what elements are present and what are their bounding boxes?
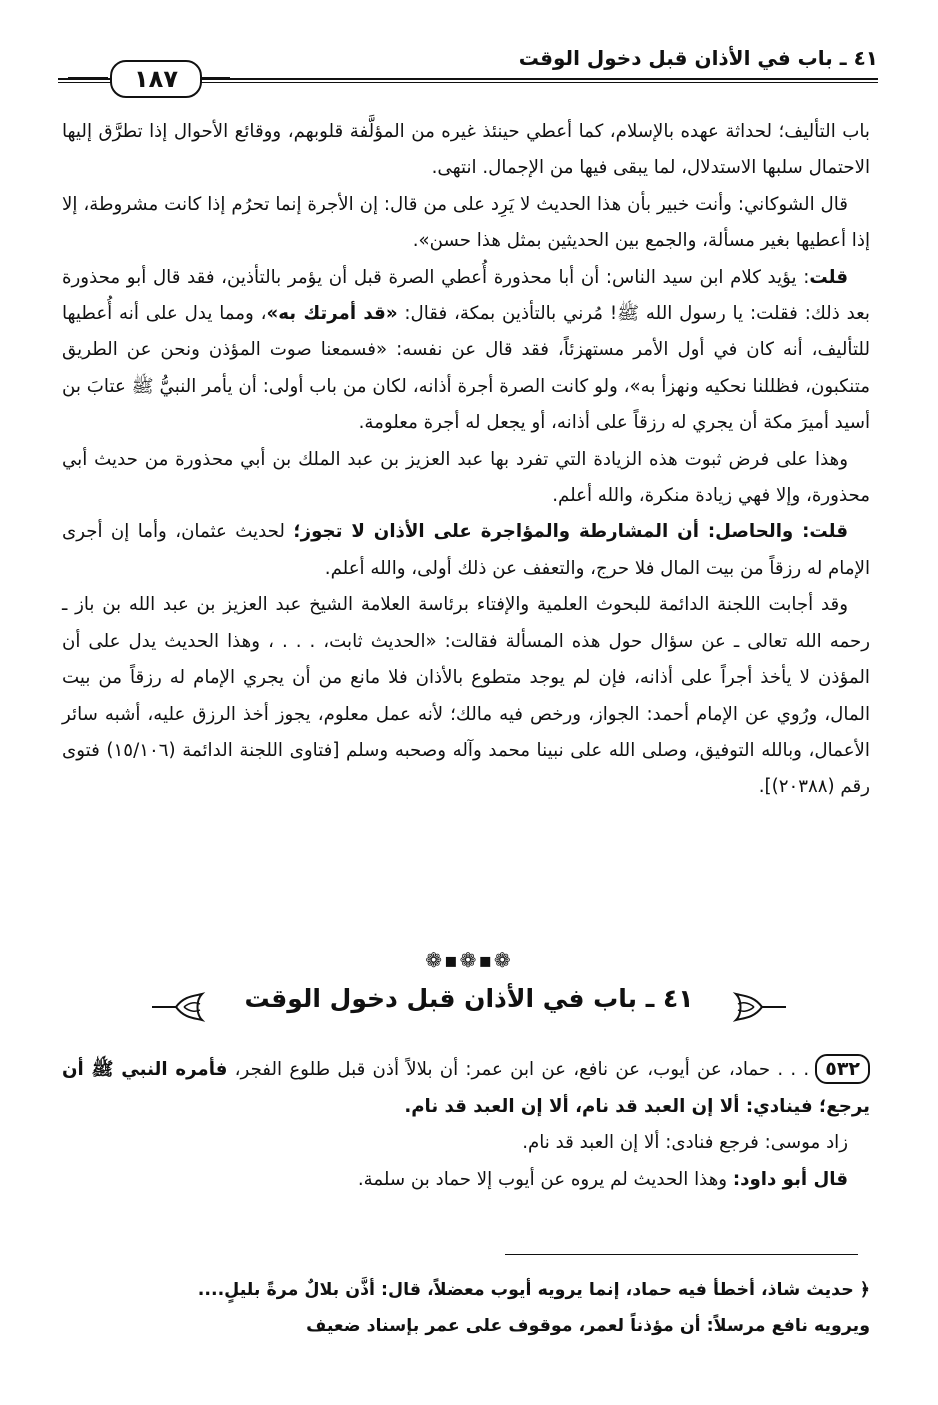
hadith-comment: وهذا الحديث لم يروه عن أيوب إلا حماد بن سلمة. xyxy=(357,1168,733,1190)
page-number: ١٨٧ xyxy=(110,60,202,98)
heading-ornament-right-icon xyxy=(726,992,788,1022)
paragraph xyxy=(62,260,870,442)
hadith-line: زاد موسى: فرجع فنادى: ألا إن العبد قد نام. xyxy=(522,1132,848,1153)
chapter-title: ٤١ ـ باب في الأذان قبل دخول الوقت xyxy=(244,984,694,1013)
header-chapter-title: ٤١ ـ باب في الأذان قبل دخول الوقت xyxy=(518,46,878,70)
heading-ornament-left-icon xyxy=(150,992,212,1022)
bold-quote: «قد أمرتك به» xyxy=(266,303,398,325)
footnote-line: ويرويه نافع مرسلاً: أن مؤذناً لعمر، موقوف على عمر بإسناد ضعيف xyxy=(306,1316,870,1336)
paragraph: قال الشوكاني: وأنت خبير بأن هذا الحديث لا يَرِد على من قال: إن الأجرة إنما تحرُم إذا كانت مشروطة، إلا إذا أعطيها بغير مسألة، والجمع بين الحديثين بمثل هذا حسن». xyxy=(62,193,870,252)
qultu-lead: قلت xyxy=(809,266,848,288)
footnote-line: ﴿ حديث شاذ، أخطأ فيه حماد، إنما يرويه أيوب معضلاً، قال: أذَّن بلالٌ مرةً بليلٍ.... xyxy=(197,1280,870,1300)
paragraph: وهذا على فرض ثبوت هذه الزيادة التي تفرد بها عبد العزيز بن عبد الملك بن أبي محذورة من حديث أبي محذورة، وإلا فهي زيادة منكرة، والله أعلم. xyxy=(62,448,870,507)
footnotes xyxy=(62,1272,870,1344)
chapter-heading xyxy=(150,978,788,1034)
hadith-line xyxy=(62,1162,870,1199)
conclusion-lead: قلت: والحاصل: أن المشارطة والمؤاجرة على الأذان لا تجوز؛ xyxy=(293,521,849,543)
footnote-separator xyxy=(505,1254,858,1255)
paragraph-text: ، ومما يدل على أنه أُعطيها للتأليف، أنه كان في أول الأمر مستهزئاً، فقد قال عن نفسه: «فسمعنا صوت المؤذن ونحن عن الطريق متنكبون، فظللنا نحكيه ونهزأ به»، ولو كانت الصرة أجرة أذانه، لكان من باب أولى: أن يأمر النبيُّ ﷺ عتابَ بن أسيد أميرَ مكة أن يجري له رزقاً على أذانه، أو يجعل له أجرة معلومة. xyxy=(62,303,870,434)
hadith-line xyxy=(62,1052,870,1125)
page-number-line-left xyxy=(68,77,108,79)
paragraph: باب التأليف؛ لحداثة عهده بالإسلام، كما أعطي حينئذ غيره من المؤلَّفة قلوبهم، ووقائع الأحوال إذا تطرَّق إليها الاحتمال سلبها الاستدلال، لما يبقى فيها من الإجمال. انتهى. xyxy=(62,121,870,179)
paragraph: وقد أجابت اللجنة الدائمة للبحوث العلمية والإفتاء برئاسة العلامة الشيخ عبد العزيز بن عبد الله بن باز ـ رحمه الله تعالى ـ عن سؤال حول هذه المسألة فقالت: «الحديث ثابت، . . . ، وهذا الحديث يدل على أن المؤذن لا يأخذ أجراً على أذانه، فإن لم يوجد متطوع بالأذان فلا مانع من أن يجري الإمام له رزقاً من بيت المال، ورُوي عن الإمام أحمد: الجواز، ورخص فيه مالك؛ لأنه عمل معلوم، يجوز أخذ الرزق عليه، أشبه سائر الأعمال، وبالله التوفيق، وصلى الله على نبينا محمد وآله وصحبه وسلم [فتاوى اللجنة الدائمة (١٥/١٠٦) فتوى رقم (٢٠٣٨٨)]. xyxy=(62,594,870,798)
body-text xyxy=(62,114,870,806)
hadith-chain: . . . حماد، عن أيوب، عن نافع، عن ابن عمر: أن بلالاً أذن قبل طلوع الفجر، xyxy=(227,1059,810,1080)
hadith-text xyxy=(62,1052,870,1198)
page-number-line-right xyxy=(200,77,230,79)
paragraph xyxy=(62,514,870,587)
section-ornament: ❁▪❁▪❁ xyxy=(425,948,513,972)
abu-dawud-lead: قال أبو داود: xyxy=(732,1168,848,1190)
hadith-matn: فأمره النبي ﷺ أن يرجع؛ فينادي: ألا إن العبد قد نام، ألا إن العبد قد نام. xyxy=(62,1059,870,1117)
hadith-number: ٥٣٢ xyxy=(815,1054,870,1084)
running-header xyxy=(58,40,878,93)
paragraph-text: : يؤيد كلام ابن سيد الناس: أن أبا محذورة أُعطي الصرة قبل أن يؤمر بالتأذين، فقد قال أبو محذورة بعد ذلك: فقلت: يا رسول الله ﷺ! مُرني بالتأذين بمكة، فقال: xyxy=(62,266,870,325)
paragraph-text: لحديث عثمان، وأما إن أجرى الإمام له رزقاً من بيت المال فلا حرج، والتعفف عن ذلك أولى، والله أعلم. xyxy=(62,521,870,579)
